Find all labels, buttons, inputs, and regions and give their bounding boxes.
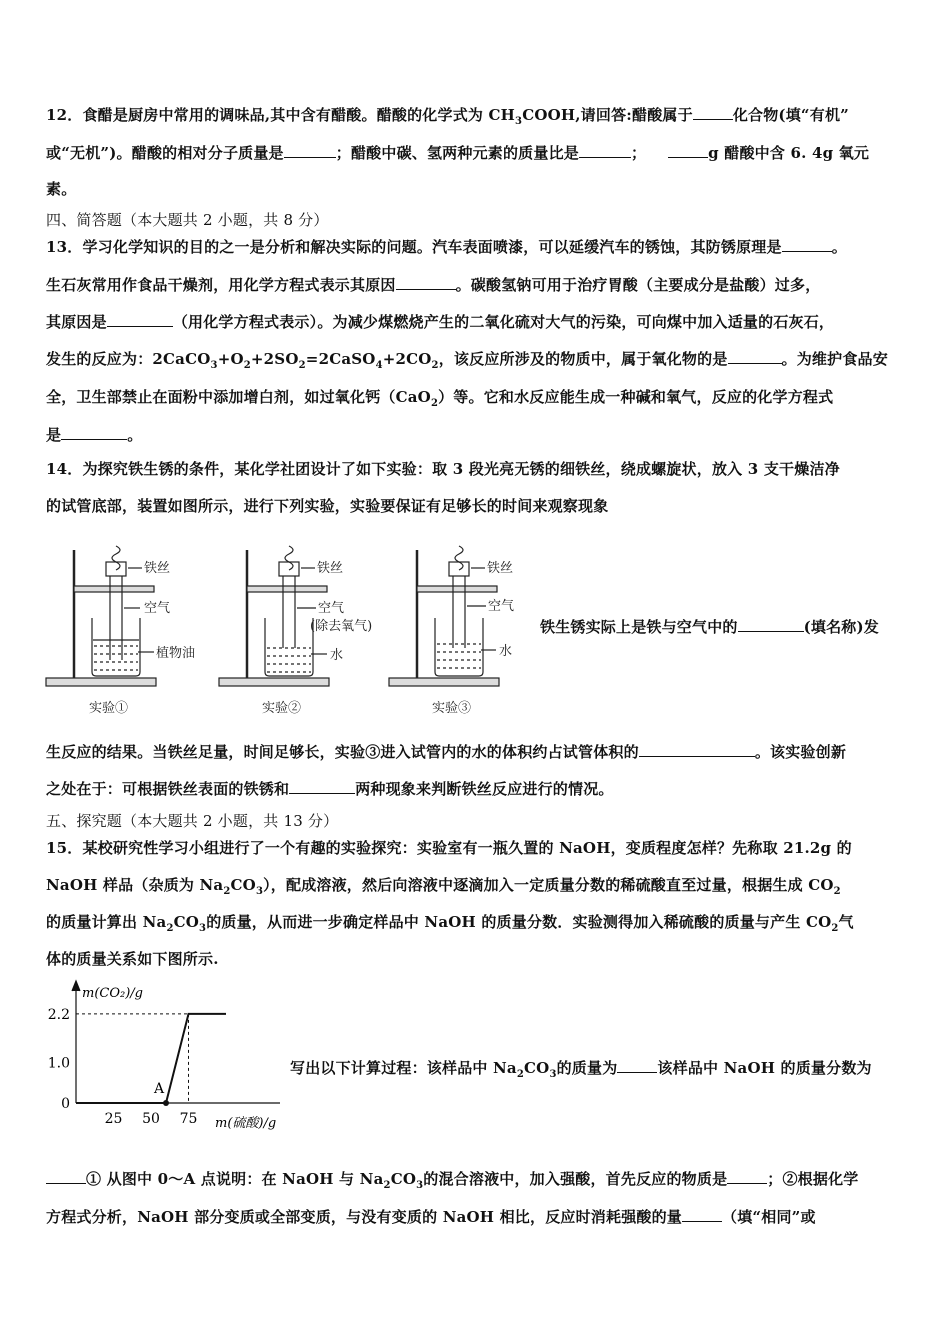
label-exp3: 实验③ <box>432 701 472 716</box>
label-air-2: 空气 <box>318 601 345 616</box>
answer-blank[interactable] <box>289 779 355 794</box>
point-a-label: A <box>154 1081 165 1097</box>
label-water-2: 水 <box>330 648 344 663</box>
q12-text: 12．食醋是厨房中常用的调味品,其中含有醋酸。醋酸的化学式为 CH <box>46 106 516 124</box>
experiment-3-apparatus <box>389 546 499 686</box>
y-tick-label: 1.0 <box>47 1055 70 1072</box>
label-exp2: 实验② <box>262 701 302 716</box>
q15-line5: ① 从图中 0～A 点说明：在 NaOH 与 $Na_2CO_3$的混合溶液中，加入强酸，首先反应的物质是 ；②根据化学 <box>46 1168 858 1191</box>
q13-line2: 生石灰常用作食品干燥剂，用化学方程式表示其原因 。碳酸氢钠可用于治疗胃酸（主要成分是盐酸）过多， <box>46 276 821 294</box>
q15-line1: 15．某校研究性学习小组进行了一个有趣的实验探究：实验室有一瓶久置的 NaOH，变质程度怎样？先称取 21.2g 的 <box>46 839 852 857</box>
q15-line2: NaOH 样品（杂质为 $Na_2CO_3$），配成溶液，然后向溶液中逐滴加入一定质量分数的稀硫酸直至过量，根据生成 $CO_2$ <box>46 876 841 897</box>
label-exp1: 实验① <box>89 701 129 716</box>
q15-line6: 方程式分析，NaOH 部分变质或全部变质，与没有变质的 NaOH 相比，反应时消耗强酸的量 （填“相同”或 <box>46 1208 816 1226</box>
q12-line3: 素。 <box>46 180 77 198</box>
q14-line4: 之处在于：可根据铁丝表面的铁锈和 两种现象来判断铁丝反应进行的情况。 <box>46 780 614 798</box>
rust-experiment-figure <box>44 540 534 720</box>
q15-line3: 的质量计算出 $Na_2CO_3$的质量，从而进一步确定样品中 NaOH 的质量分数．实验测得加入稀硫酸的质量与产生 $CO_2$气 <box>46 913 854 934</box>
answer-blank[interactable] <box>396 275 456 290</box>
label-water-3: 水 <box>499 644 513 659</box>
answer-blank[interactable] <box>682 1207 722 1222</box>
experiment-2-apparatus <box>219 546 329 686</box>
q13-line6: 是 。 <box>46 426 143 444</box>
q14-line3: 生反应的结果。当铁丝足量，时间足够长，实验③进入试管内的水的体积约占试管体积的 。该实验创新 <box>46 743 847 761</box>
q12-line1: 12．食醋是厨房中常用的调味品,其中含有醋酸。醋酸的化学式为 $CH_3COOH$,请回答:醋酸属于 化合物(填“有机” <box>46 106 849 127</box>
q15-line4: 体的质量关系如下图所示. <box>46 950 219 968</box>
label-air-3: 空气 <box>488 599 515 614</box>
q14-line2: 的试管底部，装置如图所示，进行下列实验，实验要保证有足够长的时间来观察现象 <box>46 497 609 515</box>
point-a <box>163 1100 169 1106</box>
answer-blank[interactable] <box>284 143 336 158</box>
answer-blank[interactable] <box>727 1169 767 1184</box>
section-title-4: 四、简答题（本大题共 2 小题，共 8 分） <box>46 211 329 229</box>
y-axis-label: m(CO₂)/g <box>82 986 143 1001</box>
experiment-1-apparatus <box>46 546 156 686</box>
q14-side-text: 铁生锈实际上是铁与空气中的 (填名称)发 <box>540 618 880 636</box>
y-tick-label: 0 <box>61 1096 70 1112</box>
answer-blank[interactable] <box>107 312 173 327</box>
answer-blank[interactable] <box>668 143 708 158</box>
q15-side-text: 写出以下计算过程：该样品中 $Na_2CO_3$的质量为 该样品中 NaOH 的质量分数为 <box>290 1059 872 1080</box>
answer-blank[interactable] <box>617 1058 657 1073</box>
x-tick-label: 25 <box>104 1111 123 1127</box>
x-tick-label: 75 <box>179 1111 198 1127</box>
q13-line3: 其原因是 （用化学方程式表示）。为减少煤燃烧产生的二氧化硫对大气的污染，可向煤中加入适量的石灰石， <box>46 313 835 331</box>
answer-blank[interactable] <box>579 143 631 158</box>
label-wire-1: 铁丝 <box>144 561 171 576</box>
label-wire-2: 铁丝 <box>317 561 344 576</box>
answer-blank[interactable] <box>738 617 804 632</box>
q14-line1: 14．为探究铁生锈的条件，某化学社团设计了如下实验：取 3 段光亮无锈的细铁丝，绕成螺旋状，放入 3 支干燥洁净 <box>46 460 840 478</box>
x-tick-label: 50 <box>142 1111 160 1127</box>
label-wire-3: 铁丝 <box>487 561 514 576</box>
y-axis-arrow <box>72 981 80 991</box>
x-axis-label: m(硫酸)/g <box>215 1116 277 1131</box>
answer-blank[interactable] <box>61 425 127 440</box>
q12-line2: 或“无机”)。醋酸的相对分子质量是 ；醋酸中碳、氢两种元素的质量比是 ； g 醋酸中含 6. 4g 氧元 <box>46 144 870 162</box>
y-tick-label: 2.2 <box>47 1006 70 1023</box>
series-line <box>76 1014 226 1103</box>
q13-line5: 全，卫生部禁止在面粉中添加增白剂，如过氧化钙（CaO$_2$）等。它和水反应能生成一种碱和氧气，反应的化学方程式 <box>46 388 834 409</box>
answer-blank[interactable] <box>728 349 782 364</box>
answer-blank[interactable] <box>782 237 832 252</box>
answer-blank[interactable] <box>693 105 733 120</box>
answer-blank[interactable] <box>639 742 755 757</box>
q13-line4: 发生的反应为：$2CaCO_3+O_2+2SO_2=2CaSO_4+2CO_2$，该反应所涉及的物质中，属于氧化物的是 。为维护食品安 <box>46 350 888 371</box>
section-title-5: 五、探究题（本大题共 2 小题，共 13 分） <box>46 812 339 830</box>
label-air-removed: (除去氧气) <box>310 619 373 634</box>
q13-line1: 13．学习化学知识的目的之一是分析和解决实际的问题。汽车表面喷漆，可以延缓汽车的锈蚀，其防锈原理是 。 <box>46 238 847 256</box>
answer-blank[interactable] <box>46 1169 86 1184</box>
label-air-1: 空气 <box>144 601 171 616</box>
co2-chart <box>40 975 300 1135</box>
label-oil: 植物油 <box>156 646 196 661</box>
